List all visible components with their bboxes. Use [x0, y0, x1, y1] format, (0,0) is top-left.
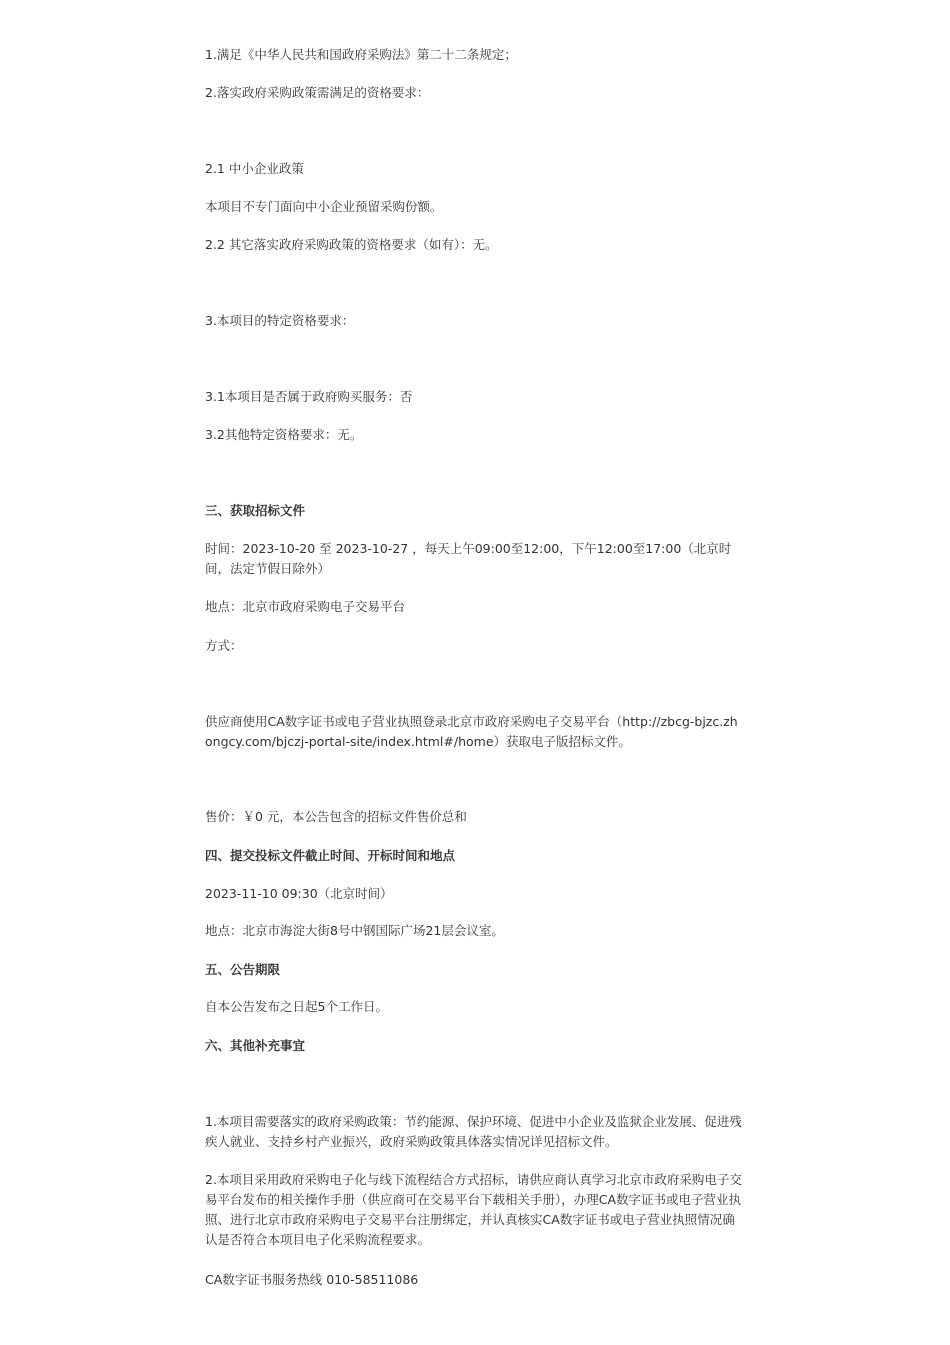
document-price: 售价：￥0 元，本公告包含的招标文件售价总和 [205, 809, 467, 824]
qualification-item-2: 2.落实政府采购政策需满足的资格要求： [205, 85, 430, 100]
supplementary-item-1: 1.本项目需要落实的政府采购政策：节约能源、保护环境、促进中小企业及监狱企业发展、促进残疾人就业、支持乡村产业振兴，政府采购政策具体落实情况详见招标文件。 [205, 1114, 742, 1149]
section-4-heading: 四、提交投标文件截止时间、开标时间和地点 [205, 848, 456, 863]
qualification-item-1: 1.满足《中华人民共和国政府采购法》第二十二条规定； [205, 47, 517, 62]
acquisition-time: 时间：2023-10-20 至 2023-10-27 ，每天上午09:00至12:00，下午12:00至17:00（北京时间，法定节假日除外） [205, 541, 732, 576]
other-policy-requirement: 2.2 其它落实政府采购政策的资格要求（如有）：无。 [205, 237, 498, 252]
acquisition-location: 地点：北京市政府采购电子交易平台 [205, 599, 406, 614]
acquisition-method-label: 方式： [205, 638, 243, 653]
supplementary-item-2: 2.本项目采用政府采购电子化与线下流程结合方式招标，请供应商认真学习北京市政府采购电子交易平台发布的相关操作手册（供应商可在交易平台下载相关手册），办理CA数字证书或电子营业执照、进行北京市政府采购电子交易平台注册绑定，并认真核实CA数字证书或电子营业执照情况确认是否符合本项目电子化采购流程要求。 [205, 1172, 742, 1247]
specific-qualification-3-1: 3.1本项目是否属于政府购买服务：否 [205, 389, 413, 404]
sme-policy-heading: 2.1 中小企业政策 [205, 161, 304, 176]
specific-qualification-3-2: 3.2其他特定资格要求：无。 [205, 427, 363, 442]
ca-service-hotline: CA数字证书服务热线 010-58511086 [205, 1272, 419, 1287]
deadline-time: 2023-11-10 09:30（北京时间） [205, 886, 393, 901]
section-6-heading: 六、其他补充事宜 [205, 1038, 306, 1053]
acquisition-method-text: 供应商使用CA数字证书或电子营业执照登录北京市政府采购电子交易平台（http://zbcg-bjzc.zhongcy.com/bjczj-portal-site/index.html#/home）获取电子版招标文件。 [205, 714, 738, 749]
specific-qualification-heading: 3.本项目的特定资格要求： [205, 313, 355, 328]
section-3-heading: 三、获取招标文件 [205, 503, 306, 518]
bid-opening-location: 地点：北京市海淀大街8号中钢国际广场21层会议室。 [205, 923, 504, 938]
sme-policy-text: 本项目不专门面向中小企业预留采购份额。 [205, 199, 443, 214]
notice-period: 自本公告发布之日起5个工作日。 [205, 999, 388, 1014]
section-5-heading: 五、公告期限 [205, 962, 281, 977]
